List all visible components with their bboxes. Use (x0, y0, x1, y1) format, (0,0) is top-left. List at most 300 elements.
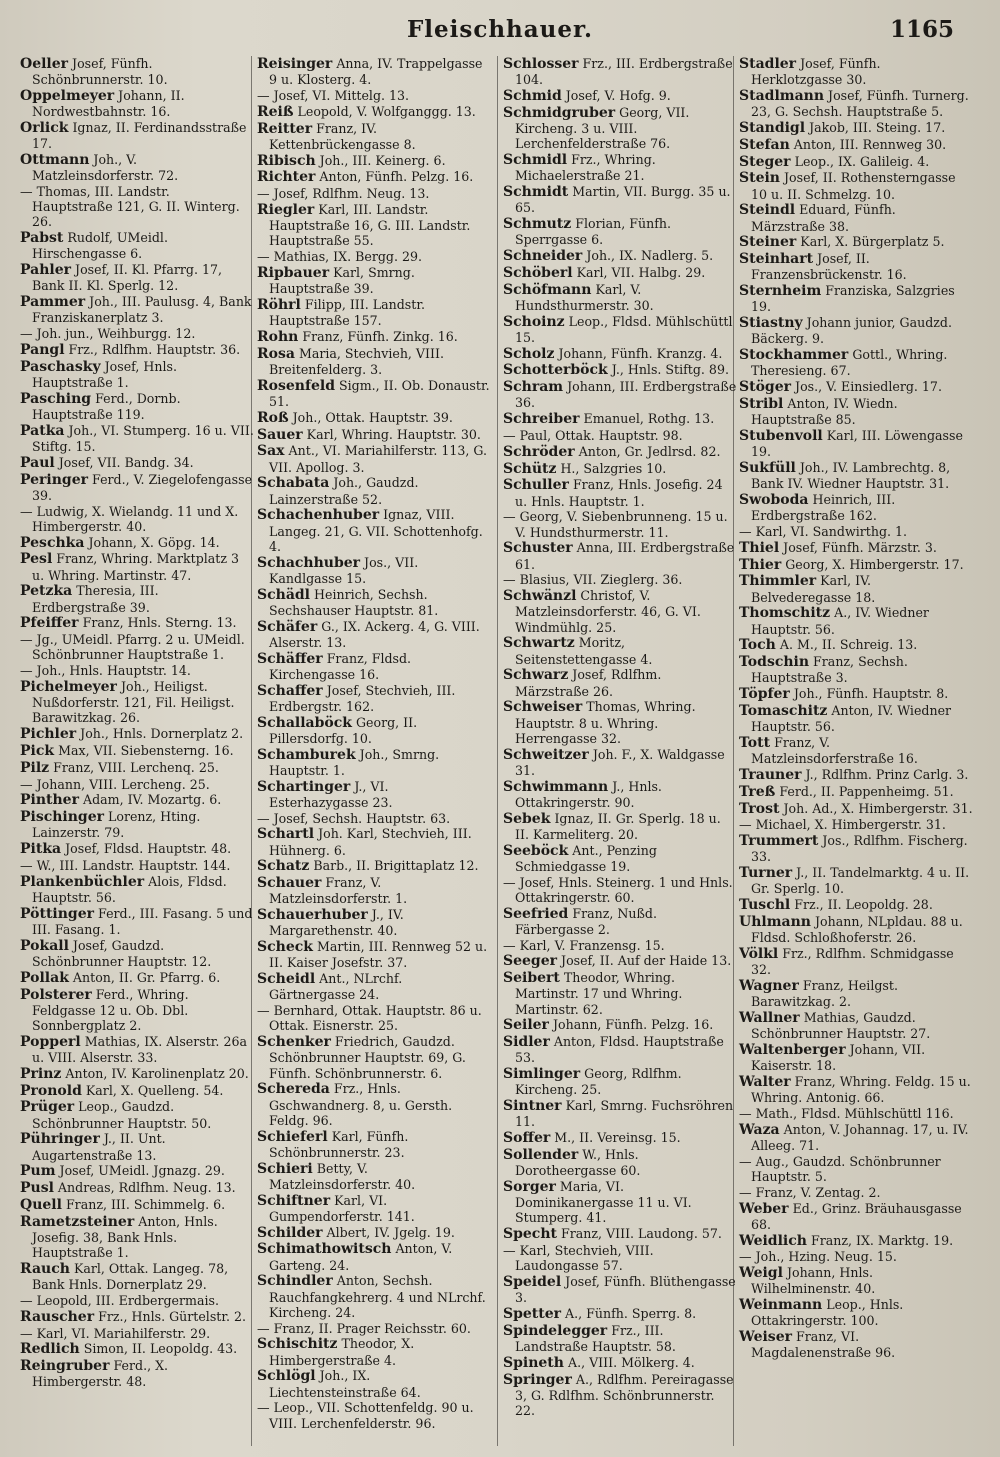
directory-entry (20, 1034, 254, 1065)
entry-details: — Karl, V. Franzensg. 15. (503, 937, 665, 953)
entry-details: Theresia, III. Erdbergstraße 39. (32, 583, 159, 615)
entry-details: — Thomas, III. Landstr. Hauptstraße 121, G. II. Winterg. 26. (20, 184, 240, 230)
directory-entry (503, 379, 737, 410)
entry-details: Franz, IV. Kettenbrückengasse 8. (269, 120, 416, 152)
entry-surname: Schwarz (503, 667, 569, 684)
entry-details: Joh., III. Keinerg. 6. (319, 152, 446, 168)
entry-details: H., Salzgries 10. (560, 460, 667, 476)
directory-entry (739, 251, 973, 282)
entry-surname: Reitter (257, 120, 313, 137)
directory-entry (503, 953, 737, 969)
entry-details: Joh. Karl, Stechvieh, III. Hühnerg. 6. (269, 826, 472, 858)
directory-entry (257, 104, 491, 120)
entry-details: Anton, V. Johannag. 17, u. IV. Alleeg. 71. (751, 1121, 969, 1153)
directory-entry (503, 635, 737, 666)
entry-details: Joh., VI. Stumperg. 16 u. VII. Stiftg. 15. (32, 422, 254, 454)
entry-details: Franz, Hnls. Josefig. 24 u. Hnls. Hauptstr. 1. (515, 477, 723, 509)
entry-surname: Pangl (20, 342, 65, 358)
entry-surname: Standigl (739, 120, 806, 136)
entry-details: Franz, Sechsh. Hauptstraße 3. (751, 654, 908, 686)
entry-surname: Schäffer (257, 650, 323, 667)
column-divider (497, 56, 498, 1446)
directory-entry (20, 632, 254, 662)
directory-entry (739, 784, 973, 800)
entry-details: Emanuel, Rothg. 13. (583, 411, 715, 427)
entry-surname: Wallner (739, 1009, 800, 1026)
entry-details: Josef, Fünfh. Blüthengasse 3. (515, 1273, 736, 1306)
entry-surname: Stiastny (739, 315, 803, 332)
directory-entry (503, 282, 737, 313)
directory-entry (20, 391, 254, 422)
directory-entry (257, 1225, 491, 1241)
entry-surname: Schmidt (503, 184, 569, 200)
entry-details: — Franz, II. Prager Reichsstr. 60. (257, 1320, 471, 1336)
entry-details: Karl, Smrng. Hauptstraße 39. (269, 264, 415, 297)
entry-details: J., II. Tandelmarktg. 4 u. II. Gr. Sperlg. 10. (751, 865, 970, 897)
entry-surname: Schartinger (257, 778, 351, 795)
directory-entry (20, 423, 254, 454)
directory-entry (257, 346, 491, 377)
directory-entry (739, 460, 973, 491)
directory-entry (503, 1147, 737, 1178)
entry-surname: Schmutz (503, 216, 572, 232)
directory-entry (20, 615, 254, 631)
entry-surname: Pichelmeyer (20, 678, 117, 695)
directory-entry (739, 170, 973, 201)
entry-surname: Reingruber (20, 1358, 110, 1375)
entry-details: Filipp, III. Landstr. Hauptstraße 157. (269, 296, 425, 329)
entry-surname: Seeger (503, 953, 557, 970)
entry-surname: Pitka (20, 841, 62, 858)
directory-entry (739, 379, 973, 395)
directory-entry (503, 1355, 737, 1371)
directory-entry (20, 1083, 254, 1099)
directory-entry (20, 1197, 254, 1213)
directory-entry (739, 767, 973, 783)
directory-entry (739, 137, 973, 153)
entry-surname: Schachenhuber (257, 507, 380, 524)
directory-entry (739, 1329, 973, 1360)
entry-surname: Oppelmeyer (20, 88, 115, 104)
column-2 (257, 56, 491, 1431)
entry-surname: Pronold (20, 1082, 82, 1099)
entry-surname: Treß (739, 783, 776, 800)
entry-details: — Jg., UMeidl. Pfarrg. 2 u. UMeidl. Schönbrunner Hauptstraße 1. (20, 632, 245, 663)
entry-details: Ferd., X. Himbergerstr. 48. (32, 1358, 169, 1390)
directory-entry (257, 811, 491, 826)
entry-details: — Leop., VII. Schottenfeldg. 90 u. VIII. Lerchenfelderstr. 96. (257, 1400, 474, 1431)
entry-details: Franz, Nußd. Färbergasse 2. (515, 905, 657, 937)
entry-details: Leop., Hnls. Ottakringerstr. 100. (751, 1297, 904, 1329)
entry-details: Franz, IX. Marktg. 19. (810, 1232, 954, 1248)
entry-surname: Steinhart (739, 251, 814, 268)
directory-entry (739, 946, 973, 977)
entry-details: Joh. F., X. Waldgasse 31. (515, 746, 725, 778)
directory-entry (503, 875, 737, 905)
entry-details: Franziska, Salzgries 19. (751, 283, 955, 315)
entry-surname: Pokall (20, 937, 69, 954)
column-3 (503, 56, 737, 1419)
entry-surname: Roß (257, 409, 289, 426)
directory-entry (739, 120, 973, 136)
directory-entry (20, 858, 254, 873)
directory-entry (20, 792, 254, 808)
entry-surname: Schädl (257, 586, 310, 603)
entry-surname: Thimmler (739, 573, 817, 590)
directory-entry (503, 1034, 737, 1065)
entry-details: Georg, Rdlfhm. Kircheng. 25. (515, 1066, 682, 1098)
entry-details: Leop., IX. Galileig. 4. (794, 153, 930, 169)
entry-details: — Bernhard, Ottak. Hauptstr. 86 u. Ottak. Eisnerstr. 25. (257, 1003, 482, 1034)
entry-details: — Josef, Rdlfhm. Neug. 13. (257, 186, 430, 202)
entry-surname: Schenker (257, 1034, 331, 1051)
entry-details: Karl, Fünfh. Schönbrunnerstr. 23. (269, 1128, 409, 1160)
directory-entry (503, 906, 737, 937)
directory-entry (739, 347, 973, 378)
entry-details: Theodor, X. Himbergerstraße 4. (269, 1336, 415, 1368)
entry-surname: Reisinger (257, 56, 333, 72)
entry-surname: Seibert (503, 970, 560, 987)
page-title: Fleischhauer. (406, 16, 594, 43)
entry-details: Frz., III. Erdbergstraße 104. (515, 56, 733, 88)
entry-details: Anna, IV. Trappelgasse 9 u. Klosterg. 4. (269, 56, 483, 88)
directory-entry (257, 88, 491, 103)
entry-surname: Steindl (739, 202, 796, 219)
entry-surname: Stockhammer (739, 347, 849, 364)
entry-details: Joh., V. Matzleinsdorferstr. 72. (32, 152, 179, 184)
entry-details: Franz, III. Schimmelg. 6. (65, 1196, 226, 1212)
entry-surname: Speidel (503, 1273, 562, 1290)
directory-entry (257, 475, 491, 506)
directory-entry (257, 249, 491, 264)
entry-surname: Schotterböck (503, 362, 608, 379)
entry-details: Karl, Whring. Hauptstr. 30. (306, 426, 481, 442)
entry-surname: Sebek (503, 810, 551, 827)
directory-entry (503, 1243, 737, 1273)
directory-entry (257, 1321, 491, 1336)
directory-entry (503, 1372, 737, 1419)
entry-details: Ferd., Whring. Feldgasse 12 u. Ob. Dbl. Sonnbergplatz 2. (32, 986, 189, 1033)
entry-details: A. M., II. Schreig. 13. (779, 637, 918, 653)
directory-entry (20, 455, 254, 471)
directory-entry (739, 654, 973, 685)
entry-surname: Pasching (20, 390, 92, 407)
entry-surname: Stubenvoll (739, 427, 823, 444)
directory-entry (257, 297, 491, 328)
entry-details: Karl, X. Quelleng. 54. (85, 1082, 224, 1098)
entry-details: Mathias, Gaudzd. Schönbrunner Hauptstr. 27. (751, 1009, 931, 1042)
entry-details: Lorenz, Hting. Lainzerstr. 79. (32, 809, 201, 841)
directory-entry (503, 477, 737, 508)
directory-entry (257, 779, 491, 810)
entry-surname: Pusl (20, 1180, 54, 1197)
entry-surname: Schereda (257, 1081, 330, 1098)
directory-entry (503, 970, 737, 1017)
directory-entry (20, 294, 254, 325)
entry-surname: Trauner (739, 766, 802, 783)
entry-surname: Trummert (739, 833, 819, 850)
directory-entry (739, 88, 973, 119)
entry-details: Franz, Hnls. Sterng. 13. (82, 615, 237, 631)
directory-entry (20, 504, 254, 534)
directory-entry (503, 938, 737, 953)
entry-surname: Weiser (739, 1329, 792, 1346)
entry-details: Josef, Hnls. Hauptstraße 1. (32, 358, 177, 390)
directory-entry (503, 667, 737, 698)
entry-details: Maria, Stechvieh, VIII. Breitenfelderg. 3. (269, 345, 444, 377)
directory-entry (739, 914, 973, 945)
entry-details: Johann, Fünfh. Pelzg. 16. (552, 1017, 714, 1033)
directory-entry (503, 747, 737, 778)
directory-entry (20, 1099, 254, 1130)
directory-entry (503, 1274, 737, 1305)
entry-details: Johann, III. Erdbergstraße 36. (515, 379, 737, 411)
directory-entry (20, 1358, 254, 1389)
page-header (0, 14, 1000, 50)
directory-entry (739, 1233, 973, 1249)
entry-details: Jos., V. Einsiedlerg. 17. (795, 379, 942, 395)
entry-surname: Schmidl (503, 152, 568, 168)
entry-surname: Oeller (20, 56, 69, 72)
directory-entry (739, 703, 973, 734)
entry-details: Josef, II. Kl. Pfarrg. 17, Bank II. Kl. Sperlg. 12. (32, 262, 222, 294)
entry-surname: Prinz (20, 1065, 62, 1082)
directory-entry (739, 605, 973, 636)
entry-surname: Soffer (503, 1130, 551, 1147)
entry-details: Frz., Rdlfhm. Schmidgasse 32. (751, 945, 954, 978)
directory-entry (739, 428, 973, 459)
entry-surname: Sternheim (739, 283, 822, 300)
entry-details: Franz, Fünfh. Zinkg. 16. (302, 328, 458, 344)
entry-details: Maria, VI. Dominikanergasse 11 u. VI. Stumperg. 41. (515, 1178, 692, 1226)
entry-details: Josef, II. Auf der Haide 13. (561, 953, 732, 969)
entry-surname: Waltenberger (739, 1041, 846, 1058)
entry-details: Joh., Heiligst. Nußdorferstr. 121, Fil. Heiligst. Barawitzkag. 26. (32, 678, 235, 726)
entry-surname: Tuschl (739, 897, 791, 914)
entry-details: — Josef, Hnls. Steinerg. 1 und Hnls. Ottakringerstr. 60. (503, 874, 733, 905)
entry-surname: Pesl (20, 551, 53, 568)
entry-surname: Sintner (503, 1098, 562, 1115)
directory-entry (20, 938, 254, 969)
entry-details: Leop., Gaudzd. Schönbrunner Hauptstr. 50. (32, 1099, 212, 1131)
entry-details: — Joh., Hnls. Hauptstr. 14. (20, 663, 191, 679)
entry-surname: Toch (739, 637, 776, 654)
entry-surname: Schuster (503, 540, 573, 557)
entry-details: Anton, II. Gr. Pfarrg. 6. (72, 969, 221, 985)
entry-details: Adam, IV. Mozartg. 6. (82, 792, 222, 808)
entry-surname: Weinmann (739, 1297, 823, 1314)
entry-surname: Ripbauer (257, 264, 330, 281)
entry-details: Frz., III. Landstraße Hauptstr. 58. (515, 1322, 676, 1354)
entry-surname: Ottmann (20, 152, 90, 168)
entry-details: Anna, III. Erdbergstraße 61. (515, 540, 735, 572)
entry-surname: Seefried (503, 905, 569, 922)
entry-details: Alois, Fldsd. Hauptstr. 56. (32, 873, 227, 905)
entry-surname: Springer (503, 1371, 572, 1388)
entry-details: Sigm., II. Ob. Donaustr. 51. (269, 377, 490, 409)
entry-surname: Schamburek (257, 746, 356, 763)
entry-surname: Schiftner (257, 1192, 331, 1209)
entry-details: Karl, X. Bürgerplatz 5. (800, 234, 945, 250)
directory-entry (20, 342, 254, 358)
directory-entry (739, 1265, 973, 1296)
entry-details: — Aug., Gaudzd. Schönbrunner Hauptstr. 5. (739, 1153, 941, 1184)
entry-details: Johann junior, Gaudzd. Bäckerg. 9. (751, 315, 952, 347)
directory-entry (739, 686, 973, 702)
directory-entry (20, 1131, 254, 1162)
entry-details: Johann, VII. Kaiserstr. 18. (751, 1041, 926, 1074)
directory-entry (739, 1154, 973, 1184)
entry-details: Eduard, Fünfh. Märzstraße 38. (751, 202, 896, 234)
directory-entry (257, 1336, 491, 1367)
entry-details: J., IV. Margarethenstr. 40. (269, 907, 404, 939)
entry-details: Johann, NLpldau. 88 u. Fldsd. Schloßhoferstr. 26. (751, 913, 963, 946)
entry-surname: Wagner (739, 977, 799, 994)
entry-surname: Stein (739, 170, 780, 187)
directory-entry (257, 747, 491, 778)
entry-details: Franz, V. Matzleinsdorferstr. 1. (269, 875, 408, 907)
entry-details: — Karl, Stechvieh, VIII. Laudongasse 57. (503, 1242, 654, 1274)
directory-entry (20, 551, 254, 582)
entry-surname: Schram (503, 379, 564, 396)
directory-entry (503, 1017, 737, 1033)
entry-details: Ed., Grinz. Bräuhausgasse 68. (751, 1200, 962, 1232)
entry-details: Karl, Ottak. Langeg. 78, Bank Hnls. Dornerplatz 29. (32, 1260, 229, 1293)
entry-details: Theodor, Whring. Martinstr. 17 und Whring. Martinstr. 62. (515, 970, 683, 1017)
directory-entry (739, 573, 973, 604)
entry-surname: Pum (20, 1163, 56, 1180)
entry-details: Josef, UMeidl. Jgnazg. 29. (59, 1163, 225, 1179)
entry-details: Johann, X. Göpg. 14. (88, 534, 220, 550)
entry-surname: Pfeiffer (20, 615, 79, 632)
directory-entry (739, 1185, 973, 1200)
entry-surname: Richter (257, 169, 316, 186)
directory-entry (503, 346, 737, 362)
entry-details: Josef, Stechvieh, III. Erdbergstr. 162. (269, 682, 456, 714)
entry-surname: Steiner (739, 234, 797, 251)
directory-entry (20, 472, 254, 503)
entry-details: Joh., IV. Lambrechtg. 8, Bank IV. Wiedner Hauptstr. 31. (751, 459, 951, 492)
directory-entry (257, 1368, 491, 1399)
entry-details: — Josef, Sechsh. Hauptstr. 63. (257, 810, 451, 826)
entry-details: Josef, Fldsd. Hauptstr. 48. (65, 841, 232, 857)
directory-entry (257, 410, 491, 426)
directory-entry (739, 1249, 973, 1264)
entry-details: Martin, III. Rennweg 52 u. II. Kaiser Josefstr. 37. (269, 939, 488, 971)
directory-entry (257, 587, 491, 618)
entry-surname: Reiß (257, 103, 294, 120)
directory-entry (20, 679, 254, 726)
entry-details: Franz, Fldsd. Kirchengasse 16. (269, 650, 412, 682)
entry-details: Karl, V. Hundsthurmerstr. 30. (515, 281, 654, 313)
directory-entry (739, 56, 973, 87)
entry-surname: Rauch (20, 1260, 70, 1277)
directory-entry (20, 1326, 254, 1341)
entry-surname: Schoinz (503, 313, 565, 330)
directory-entry (20, 987, 254, 1034)
entry-details: Josef, II. Franzensbrückenstr. 16. (751, 251, 907, 283)
directory-entry (257, 619, 491, 650)
entry-surname: Weigl (739, 1265, 783, 1282)
entry-details: — Leopold, III. Erdbergermais. (20, 1292, 219, 1308)
entry-details: Georg, VII. Kircheng. 3 u. VIII. Lerchenfelderstraße 76. (515, 104, 690, 152)
entry-surname: Schmid (503, 88, 562, 104)
entry-details: Johann, Fünfh. Kranzg. 4. (558, 345, 723, 361)
entry-surname: Walter (739, 1073, 791, 1090)
directory-entry (20, 809, 254, 840)
entry-details: Andreas, Rdlfhm. Neug. 13. (57, 1180, 236, 1196)
directory-entry (20, 874, 254, 905)
entry-details: Anton, IV. Karolinenplatz 20. (65, 1065, 249, 1081)
entry-details: Joh., IX. Nadlerg. 5. (586, 248, 714, 263)
entry-details: — Johann, VIII. Lercheng. 25. (20, 776, 210, 792)
directory-entry (20, 726, 254, 742)
entry-details: Heinrich, III. Erdbergstraße 162. (751, 491, 896, 524)
entry-surname: Schabata (257, 475, 330, 492)
entry-details: Ferd., V. Ziegelofengasse 39. (32, 471, 253, 503)
entry-surname: Uhlmann (739, 913, 811, 930)
directory-entry (503, 1179, 737, 1226)
directory-entry (739, 540, 973, 556)
entry-details: — Ludwig, X. Wielandg. 11 und X. Himbergerstr. 40. (20, 503, 239, 534)
page-number: 1165 (889, 16, 954, 43)
entry-surname: Schachhuber (257, 554, 361, 571)
directory-entry (503, 428, 737, 443)
directory-entry (20, 777, 254, 792)
entry-details: Josef, II. Rothensterngasse 10 u. II. Schmelzg. 10. (751, 170, 956, 202)
entry-details: Franz, VI. Magdalenenstraße 96. (751, 1329, 896, 1361)
directory-entry (503, 248, 737, 264)
entry-details: Joh., Fünfh. Hauptstr. 8. (793, 686, 949, 702)
entry-details: Anton, Fünfh. Pelzg. 16. (319, 169, 474, 185)
directory-entry (20, 326, 254, 341)
entry-details: — Blasius, VII. Zieglerg. 36. (503, 572, 683, 588)
entry-details: Ant., NLrchf. Gärtnergasse 24. (269, 971, 403, 1003)
entry-details: Josef, V. Hofg. 9. (565, 88, 671, 103)
directory-entry (257, 683, 491, 714)
entry-details: Max, VII. Siebensterng. 16. (58, 742, 234, 758)
entry-details: A., VIII. Mölkerg. 4. (567, 1354, 695, 1370)
entry-surname: Töpfer (739, 686, 790, 703)
directory-entry (739, 557, 973, 573)
directory-entry (257, 1193, 491, 1224)
entry-surname: Turner (739, 865, 793, 882)
entry-surname: Schallaböck (257, 714, 352, 731)
entry-details: Frz., Rdlfhm. Hauptstr. 36. (68, 342, 241, 357)
entry-surname: Peringer (20, 471, 89, 488)
directory-entry (257, 1081, 491, 1128)
entry-surname: Riegler (257, 201, 315, 218)
directory-entry (739, 735, 973, 766)
directory-entry (503, 1098, 737, 1129)
entry-details: Josef, Fünfh. Schönbrunnerstr. 10. (32, 56, 168, 88)
directory-entry (257, 153, 491, 169)
directory-entry (20, 152, 254, 183)
entry-surname: Paschasky (20, 358, 101, 375)
entry-details: Barb., II. Brigittaplatz 12. (313, 858, 479, 874)
entry-surname: Rohn (257, 328, 299, 345)
directory-entry (739, 492, 973, 523)
entry-details: Josef, Fünfh. Herklotzgasse 30. (751, 56, 881, 88)
entry-surname: Thomschitz (739, 605, 831, 622)
directory-entry (20, 1341, 254, 1357)
directory-entry (257, 1003, 491, 1033)
entry-surname: Schuller (503, 477, 569, 494)
entry-surname: Schimathowitsch (257, 1241, 392, 1258)
entry-surname: Schilder (257, 1224, 323, 1241)
entry-surname: Stadlmann (739, 88, 824, 104)
entry-details: Florian, Fünfh. Sperrgasse 6. (515, 216, 672, 248)
